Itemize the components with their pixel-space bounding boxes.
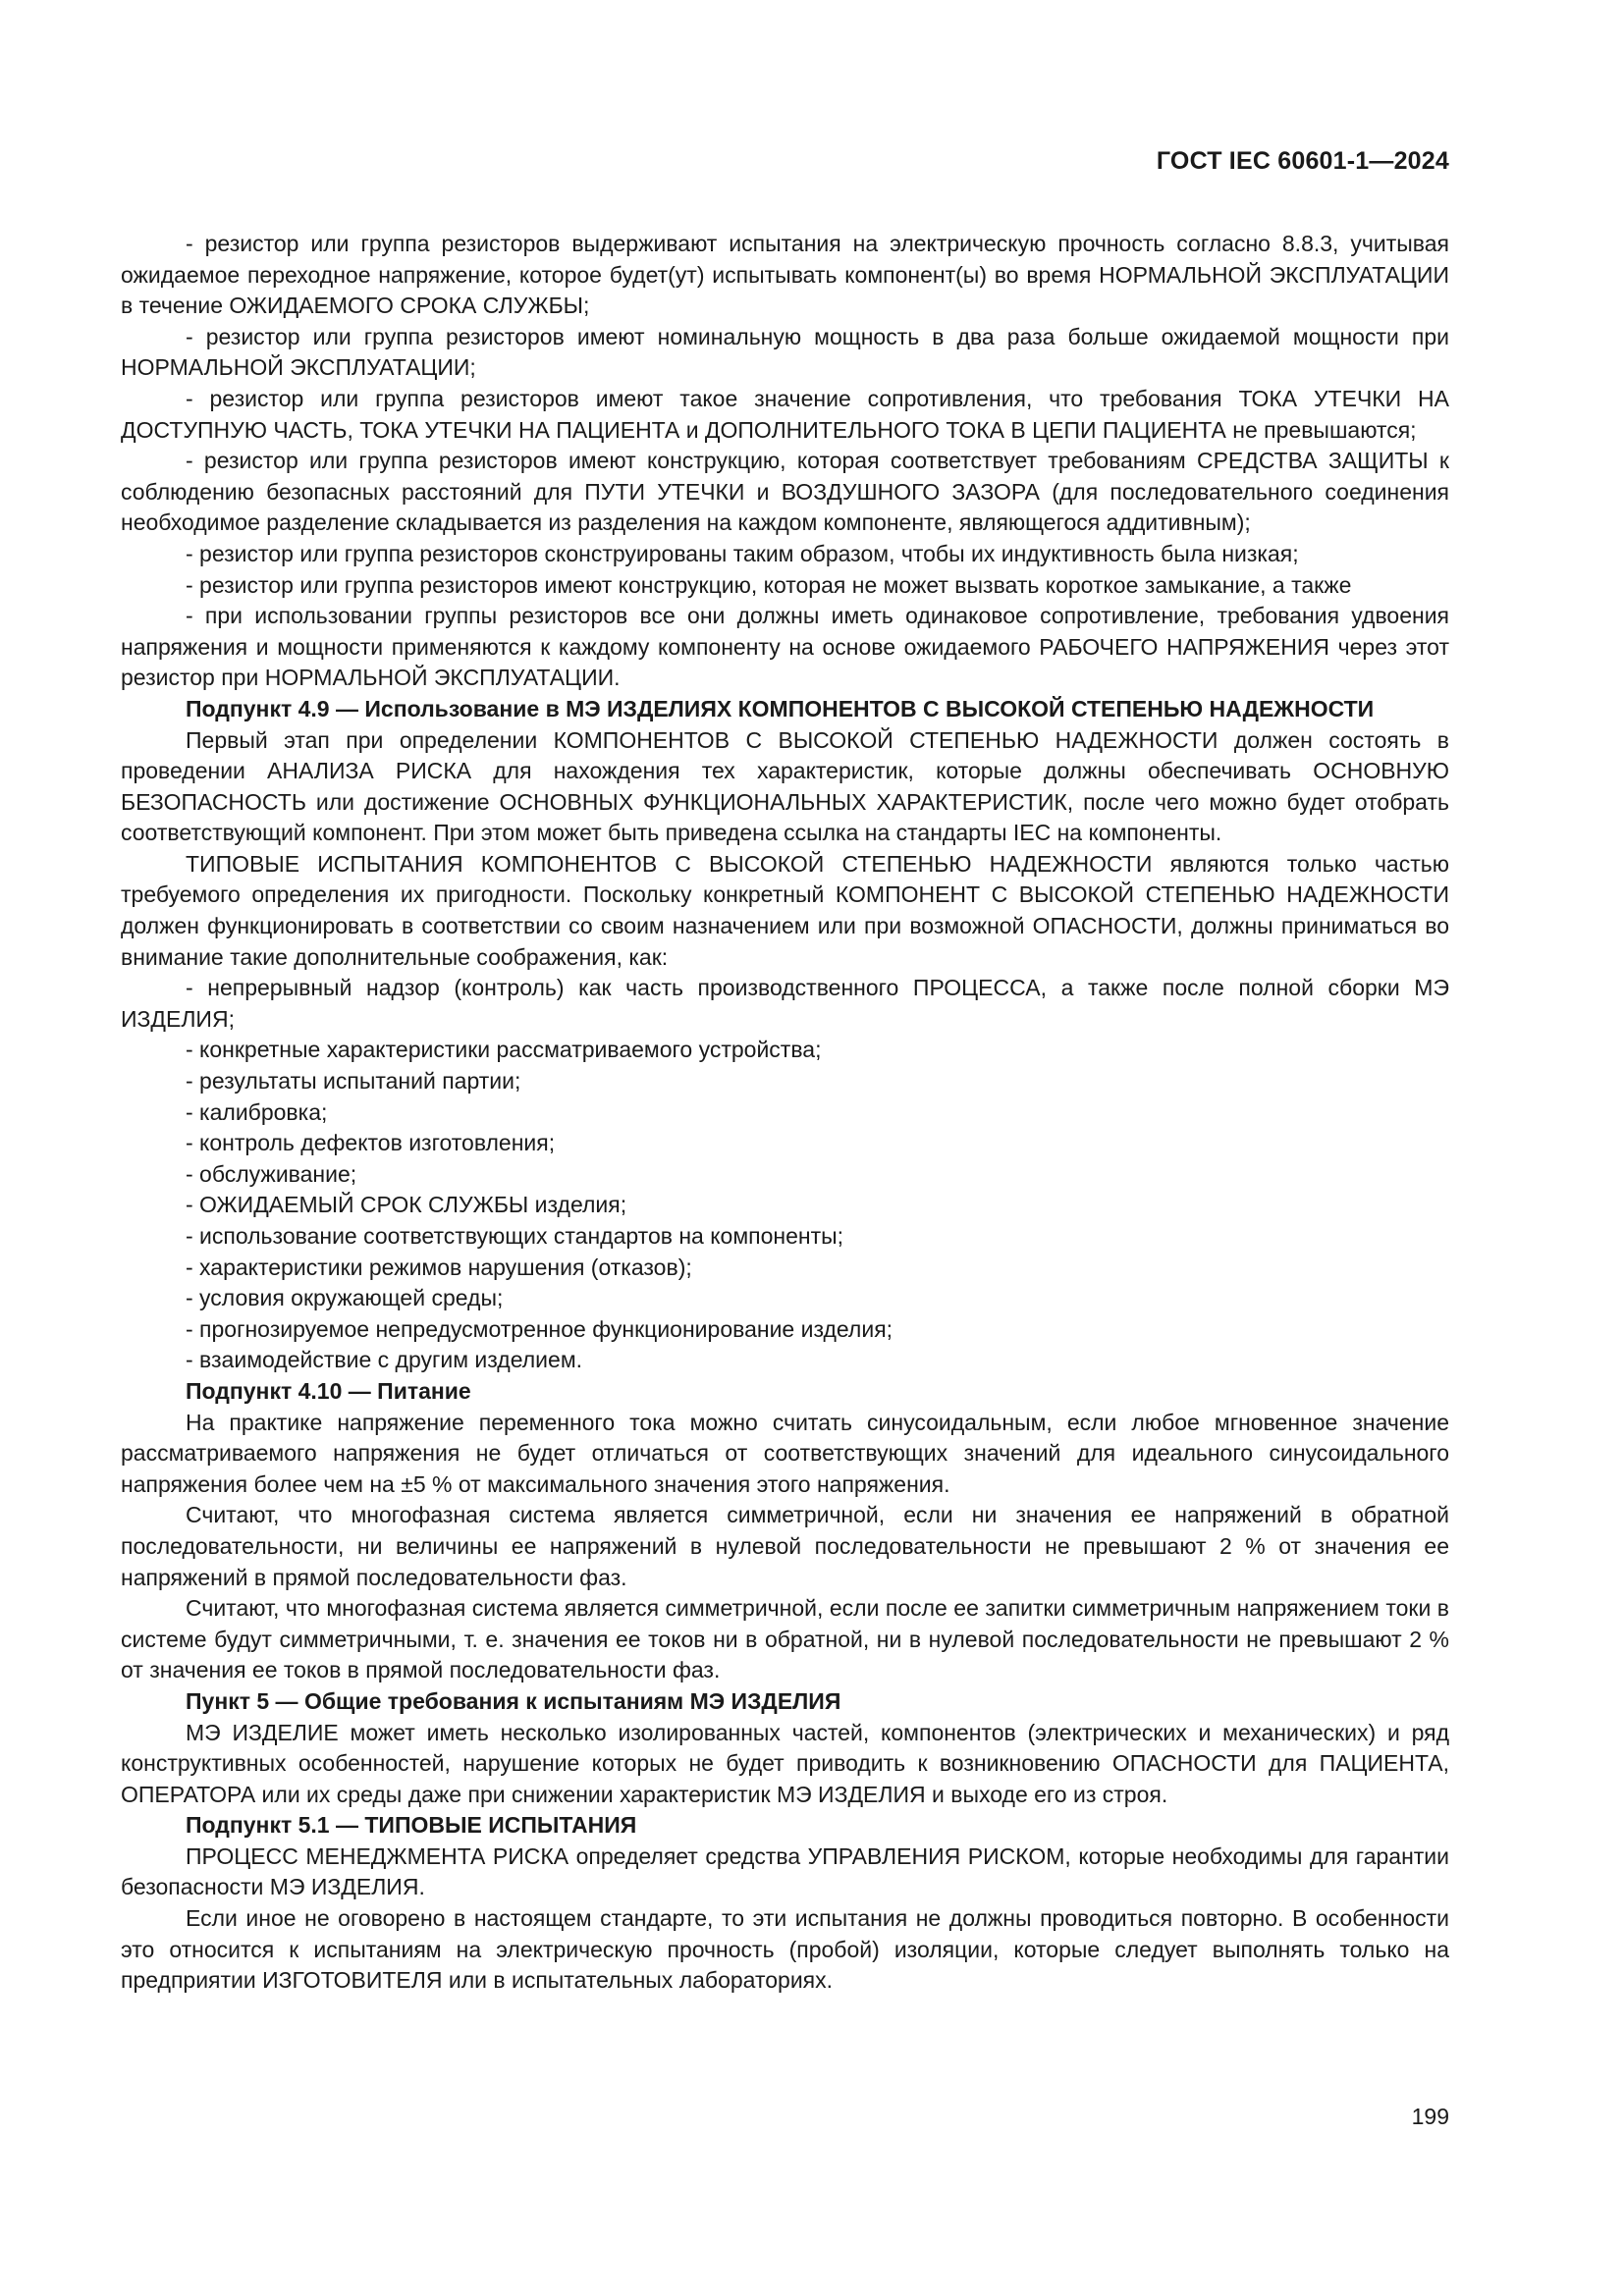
paragraph: Считают, что многофазная система является симметричной, если ни значения ее напряжений в обратной последовательности, ни величины ее напряжений в нулевой последовательности не превышают 2 % от значения ее напряжений в прямой последовательности фаз. (121, 1502, 1449, 1590)
paragraph: - резистор или группа резисторов имеют конструкцию, которая соответствует требованиям СРЕДСТВА ЗАЩИТЫ к соблюдению безопасных расстояний для ПУТИ УТЕЧКИ и ВОЗДУШНОГО ЗАЗОРА (для последовательного соединения необходимое разделение складывается из разделения на каждом компоненте, являющегося аддитивным); (121, 448, 1449, 536)
list-item: - калибровка; (186, 1098, 328, 1125)
paragraph: - резистор или группа резисторов имеют конструкцию, которая не может вызвать короткое замыкание, а также (186, 571, 1352, 598)
paragraph: - резистор или группа резисторов имеют номинальную мощность в два раза больше ожидаемой мощности при НОРМАЛЬНОЙ ЭКСПЛУАТАЦИИ; (121, 323, 1449, 381)
list-item: - контроль дефектов изготовления; (186, 1130, 556, 1156)
section-heading: Подпункт 5.1 — ТИПОВЫЕ ИСПЫТАНИЯ (186, 1812, 637, 1839)
list-item: - прогнозируемое непредусмотренное функционирование изделия; (186, 1315, 893, 1342)
list-item: - ОЖИДАЕМЫЙ СРОК СЛУЖБЫ изделия; (186, 1192, 627, 1218)
paragraph: Если иное не оговорено в настоящем стандарте, то эти испытания не должны проводиться повторно. В особенности это относится к испытаниям на электрическую прочность (пробой) изоляции, которые следует выполнять только на предприятии ИЗГОТОВИТЕЛЯ или в испытательных лабораториях. (121, 1905, 1449, 1994)
list-item: - конкретные характеристики рассматриваемого устройства; (186, 1037, 822, 1063)
paragraph: - непрерывный надзор (контроль) как часть производственного ПРОЦЕССА, а также после полной сборки МЭ ИЗДЕЛИЯ; (121, 975, 1449, 1032)
paragraph: - резистор или группа резисторов выдерживают испытания на электрическую прочность согласно 8.8.3, учитывая ожидаемое переходное напряжение, которое будет(ут) испытывать компонент(ы) во время НОРМАЛЬНОЙ ЭКСПЛУАТАЦИИ в течение ОЖИДАЕМОГО СРОКА СЛУЖБЫ; (121, 231, 1449, 319)
list-item: - взаимодействие с другим изделием. (186, 1347, 583, 1373)
list-item: - результаты испытаний партии; (186, 1068, 521, 1095)
paragraph: - при использовании группы резисторов все они должны иметь одинаковое сопротивление, требования удвоения напряжения и мощности применяются к каждому компоненту на основе ожидаемого РАБОЧЕГО НАПРЯЖЕНИЯ через этот резистор при НОРМАЛЬНОЙ ЭКСПЛУАТАЦИИ. (121, 603, 1449, 691)
paragraph: ПРОЦЕСС МЕНЕДЖМЕНТА РИСКА определяет средства УПРАВЛЕНИЯ РИСКОМ, которые необходимы для гарантии безопасности МЭ ИЗДЕЛИЯ. (121, 1842, 1449, 1900)
paragraph: - резистор или группа резисторов имеют такое значение сопротивления, что требования ТОКА УТЕЧКИ НА ДОСТУПНУЮ ЧАСТЬ, ТОКА УТЕЧКИ НА ПАЦИЕНТА и ДОПОЛНИТЕЛЬНОГО ТОКА В ЦЕПИ ПАЦИЕНТА не превышаются; (121, 385, 1449, 443)
paragraph: Считают, что многофазная система является симметричной, если после ее запитки симметричным напряжением токи в системе будут симметричными, т. е. значения ее токов ни в обратной, ни в нулевой последовательности не превышают 2 % от значения ее токов в прямой последовательности фаз. (121, 1595, 1449, 1683)
section-heading: Пункт 5 — Общие требования к испытаниям МЭ ИЗДЕЛИЯ (186, 1687, 841, 1714)
paragraph: На практике напряжение переменного тока можно считать синусоидальным, если любое мгновенное значение рассматриваемого напряжения не будет отличаться от соответствующих значений для идеального синусоидального напряжения более чем на ±5 % от максимального значения этого напряжения. (121, 1409, 1449, 1497)
paragraph: МЭ ИЗДЕЛИЕ может иметь несколько изолированных частей, компонентов (электрических и механических) и ряд конструктивных особенностей, нарушение которых не будет приводить к возникновению ОПАСНОСТИ для ПАЦИЕНТА, ОПЕРАТОРА или их среды даже при снижении характеристик МЭ ИЗДЕЛИЯ и выходе его из строя. (121, 1719, 1449, 1807)
page-number: 199 (1411, 2104, 1449, 2129)
paragraph: ТИПОВЫЕ ИСПЫТАНИЯ КОМПОНЕНТОВ С ВЫСОКОЙ СТЕПЕНЬЮ НАДЕЖНОСТИ являются только частью требуемого определения их пригодности. Поскольку конкретный КОМПОНЕНТ С ВЫСОКОЙ СТЕПЕНЬЮ НАДЕЖНОСТИ должен функционировать в соответствии со своим назначением или при возможной ОПАСНОСТИ, должны приниматься во внимание такие дополнительные соображения, как: (121, 850, 1449, 970)
paragraph: - резистор или группа резисторов сконструированы таким образом, чтобы их индуктивность была низкая; (186, 540, 1299, 566)
list-item: - условия окружающей среды; (186, 1285, 504, 1311)
section-heading: Подпункт 4.10 — Питание (186, 1377, 471, 1404)
document-code: ГОСТ IEC 60601-1—2024 (1156, 147, 1449, 175)
list-item: - обслуживание; (186, 1160, 357, 1187)
list-item: - использование соответствующих стандартов на компоненты; (186, 1223, 844, 1249)
page-body (121, 229, 1449, 1997)
list-item: - характеристики режимов нарушения (отказов); (186, 1254, 692, 1280)
paragraph: Первый этап при определении КОМПОНЕНТОВ С ВЫСОКОЙ СТЕПЕНЬЮ НАДЕЖНОСТИ должен состоять в проведении АНАЛИЗА РИСКА для нахождения тех характеристик, которые должны обеспечивать ОСНОВНУЮ БЕЗОПАСНОСТЬ или достижение ОСНОВНЫХ ФУНКЦИОНАЛЬНЫХ ХАРАКТЕРИСТИК, после чего можно будет отобрать соответствующий компонент. При этом может быть приведена ссылка на стандарты IEC на компоненты. (121, 726, 1449, 846)
section-heading: Подпункт 4.9 — Использование в МЭ ИЗДЕЛИЯХ КОМПОНЕНТОВ С ВЫСОКОЙ СТЕПЕНЬЮ НАДЕЖНОСТИ (186, 695, 1375, 721)
